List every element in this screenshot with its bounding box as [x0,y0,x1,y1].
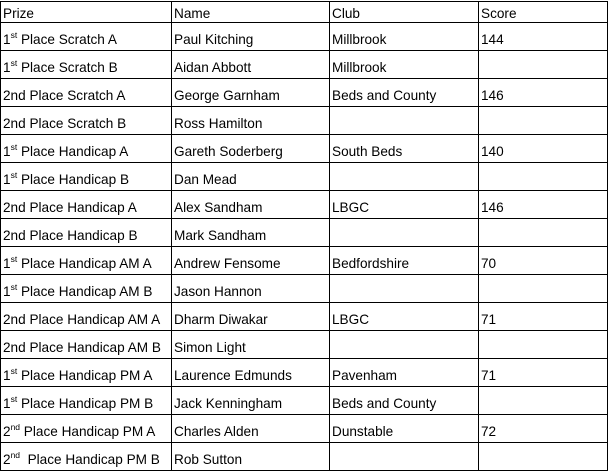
score-cell: 140 [479,135,608,163]
header-row [1,2,608,23]
name-cell: Ross Hamilton [172,107,330,135]
prize-ordinal-suffix: st [10,366,18,377]
prize-label: Place Scratch A [17,32,117,48]
prize-cell [1,415,172,443]
name-cell: Aidan Abbott [172,51,330,79]
table-row [1,443,608,471]
name-cell: Alex Sandham [172,191,330,219]
club-cell: Bedfordshire [330,247,479,275]
club-cell [330,443,479,471]
table-row [1,387,608,415]
prize-label: Place Handicap PM A [20,424,156,440]
name-cell: Dan Mead [172,163,330,191]
header-score: Score [479,2,608,23]
prize-ordinal-suffix: st [10,58,18,69]
score-cell [479,387,608,415]
prize-ordinal-number: 2 [3,452,11,468]
score-cell [479,219,608,247]
name-cell: Dharm Diwakar [172,303,330,331]
score-cell [479,443,608,471]
table-row [1,415,608,443]
prize-ordinal-number: 2 [3,424,11,440]
table-row [1,135,608,163]
score-cell [479,51,608,79]
club-cell [330,275,479,303]
score-cell: 71 [479,303,608,331]
prize-cell [1,23,172,51]
prize-label: Place Handicap PM A [17,368,153,384]
prize-ordinal-number: 1 [3,396,11,412]
prize-label: 2nd Place Handicap B [3,228,138,244]
prize-label: 2nd Place Scratch B [3,116,127,132]
header-name: Name [172,2,330,23]
table-row [1,51,608,79]
prize-ordinal-number: 1 [3,368,11,384]
club-cell: Beds and County [330,387,479,415]
prize-ordinal-suffix: st [10,282,18,293]
prize-ordinal-number: 1 [3,60,11,76]
score-cell: 70 [479,247,608,275]
prize-cell [1,135,172,163]
table-row [1,107,608,135]
results-body [1,23,608,471]
score-cell: 144 [479,23,608,51]
prize-ordinal-suffix: st [10,142,18,153]
prize-label: 2nd Place Scratch A [3,88,126,104]
prize-cell [1,107,172,135]
header-prize: Prize [1,2,172,23]
name-cell: Charles Alden [172,415,330,443]
score-cell: 146 [479,79,608,107]
club-cell: Dunstable [330,415,479,443]
prize-cell [1,247,172,275]
prize-label: 2nd Place Handicap A [3,200,137,216]
name-cell: Andrew Fensome [172,247,330,275]
prize-label: Place Handicap PM B [17,396,154,412]
name-cell: Rob Sutton [172,443,330,471]
score-cell [479,107,608,135]
club-cell: Beds and County [330,79,479,107]
table-row [1,247,608,275]
prize-ordinal-suffix: nd [10,422,21,433]
prize-cell [1,387,172,415]
prize-label: Place Handicap A [17,144,129,160]
prize-ordinal-number: 1 [3,256,11,272]
prize-ordinal-suffix: st [10,254,18,265]
prize-label: Place Handicap AM A [17,256,152,272]
table-row [1,79,608,107]
prize-cell [1,79,172,107]
score-cell [479,275,608,303]
name-cell: Simon Light [172,331,330,359]
table-row [1,331,608,359]
prize-label: 2nd Place Handicap AM B [3,340,161,356]
prize-ordinal-number: 1 [3,284,11,300]
prize-ordinal-number: 1 [3,144,11,160]
prize-cell [1,275,172,303]
prize-label: Place Handicap PM B [20,452,160,468]
club-cell: Pavenham [330,359,479,387]
name-cell: Jack Kenningham [172,387,330,415]
prize-cell [1,51,172,79]
prize-cell [1,303,172,331]
score-cell [479,331,608,359]
table-row [1,359,608,387]
prize-cell [1,191,172,219]
prize-cell [1,331,172,359]
header-club: Club [330,2,479,23]
prize-cell [1,219,172,247]
table-row [1,303,608,331]
table-row [1,275,608,303]
club-cell: Millbrook [330,51,479,79]
table-row [1,191,608,219]
club-cell [330,107,479,135]
score-cell: 71 [479,359,608,387]
club-cell: LBGC [330,191,479,219]
score-cell: 146 [479,191,608,219]
table-row [1,23,608,51]
prize-label: Place Handicap B [17,172,130,188]
results-table [0,1,608,471]
prize-ordinal-suffix: nd [10,450,21,461]
prize-label: Place Scratch B [17,60,118,76]
score-cell [479,163,608,191]
name-cell: Jason Hannon [172,275,330,303]
table-row [1,219,608,247]
prize-cell [1,359,172,387]
club-cell [330,219,479,247]
club-cell [330,163,479,191]
score-cell: 72 [479,415,608,443]
prize-label: 2nd Place Handicap AM A [3,312,161,328]
name-cell: Mark Sandham [172,219,330,247]
name-cell: Gareth Soderberg [172,135,330,163]
name-cell: Laurence Edmunds [172,359,330,387]
club-cell: South Beds [330,135,479,163]
club-cell [330,331,479,359]
club-cell: Millbrook [330,23,479,51]
table-row [1,163,608,191]
prize-ordinal-suffix: st [10,394,18,405]
prize-cell [1,163,172,191]
prize-cell [1,443,172,471]
prize-ordinal-number: 1 [3,32,11,48]
name-cell: Paul Kitching [172,23,330,51]
club-cell: LBGC [330,303,479,331]
prize-ordinal-suffix: st [10,170,18,181]
name-cell: George Garnham [172,79,330,107]
prize-ordinal-number: 1 [3,172,11,188]
prize-ordinal-suffix: st [10,30,18,41]
prize-label: Place Handicap AM B [17,284,153,300]
